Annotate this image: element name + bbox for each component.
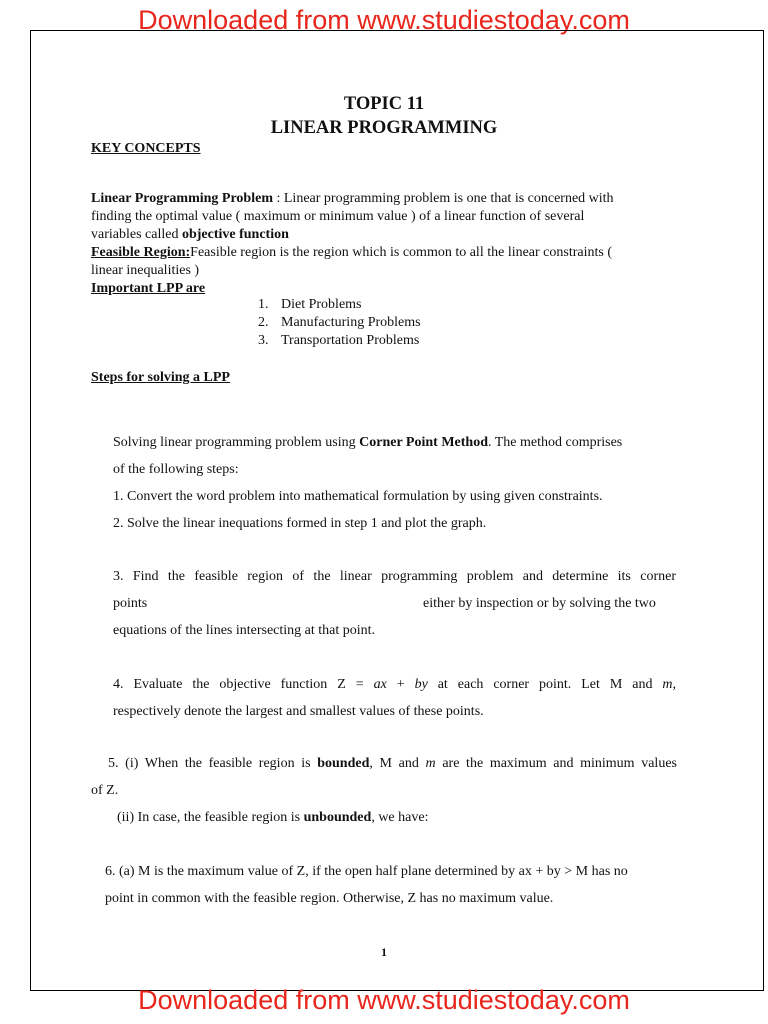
watermark-top: Downloaded from www.studiestoday.com [138,5,630,35]
step-4-line2: respectively denote the largest and smallest values of these points. [113,704,484,719]
page-border [30,30,764,991]
important-lpp-heading: Important LPP are [91,281,206,296]
step-5-ii [117,809,428,826]
variable-by: by [414,677,428,692]
step-4-text-end: , [672,677,676,692]
lpp-separator: : [272,191,284,206]
step-3-line2-end: either by inspection or by solving the two [423,596,656,611]
page-number: 1 [381,945,387,959]
lpp-line3-text: variables called [91,227,182,242]
step-1: 1. Convert the word problem into mathematical formulation by using given constraints. [113,489,603,504]
objective-function-term: objective function [181,227,289,242]
step-5-ii-text-end: , we have: [371,810,429,825]
step-5-line2: of Z. [91,783,119,798]
step-2: 2. Solve the linear inequations formed in step 1 and plot the graph. [113,516,487,531]
intro-line1 [113,434,622,451]
plus-sign: + [386,677,415,692]
feasible-region-line2: linear inequalities ) [91,263,200,278]
important-lpp-list [258,297,558,357]
step-5-text: 5. (i) When the feasible region is [108,756,318,771]
step-6-line1: 6. (a) M is the maximum value of Z, if the open half plane determined by ax + by > M has no [105,864,628,879]
intro-text-end: . The method comprises [487,435,623,450]
intro-text: Solving linear programming problem using [113,435,360,450]
step-5-line1 [108,755,677,772]
intro-line2: of the following steps: [113,462,239,477]
lpp-definition-line1 [91,190,614,207]
step-4-line1 [113,676,676,693]
feasible-region-text: Feasible region is the region which is common to all the linear constraints ( [190,245,613,260]
step-3-line1: 3. Find the feasible region of the linear programming problem and determine its corner [113,569,676,584]
list-item-text: Transportation Problems [281,333,420,348]
step-5-text-end: are the maximum and minimum values [435,756,677,771]
step-3-line3: equations of the lines intersecting at that point. [113,623,376,638]
list-item-text: Manufacturing Problems [281,315,421,330]
unbounded-term: unbounded [303,810,372,825]
variable-ax: ax [373,677,387,692]
page-title: LINEAR PROGRAMMING [270,118,498,138]
list-item-number: 2. [258,315,269,330]
variable-m: m [425,756,436,771]
topic-number: TOPIC 11 [343,94,425,114]
step-6-line2: point in common with the feasible region. Otherwise, Z has no maximum value. [105,891,554,906]
variable-m: m [662,677,673,692]
step-4-text: 4. Evaluate the objective function Z = [113,677,374,692]
step-3-line2-start: points [113,596,148,611]
step-5-ii-text: (ii) In case, the feasible region is [117,810,304,825]
lpp-line1-text: Linear programming problem is one that is concerned with [283,191,614,206]
key-concepts-heading: KEY CONCEPTS [91,141,201,156]
bounded-term: bounded [317,756,370,771]
list-item-number: 1. [258,297,269,312]
steps-heading: Steps for solving a LPP [91,370,230,385]
step-5-text-mid: , M and [369,756,426,771]
feasible-region-line1 [91,244,612,261]
list-item-text: Diet Problems [281,297,362,312]
feasible-region-term: Feasible Region: [91,245,191,260]
watermark-bottom: Downloaded from www.studiestoday.com [138,985,630,1015]
corner-point-method-term: Corner Point Method [359,435,488,450]
list-item-number: 3. [258,333,269,348]
lpp-definition-line2: finding the optimal value ( maximum or minimum value ) of a linear function of several [91,209,585,224]
step-4-text-mid: at each corner point. Let M and [427,677,663,692]
lpp-definition-line3 [91,226,289,243]
lpp-term: Linear Programming Problem [91,191,273,206]
